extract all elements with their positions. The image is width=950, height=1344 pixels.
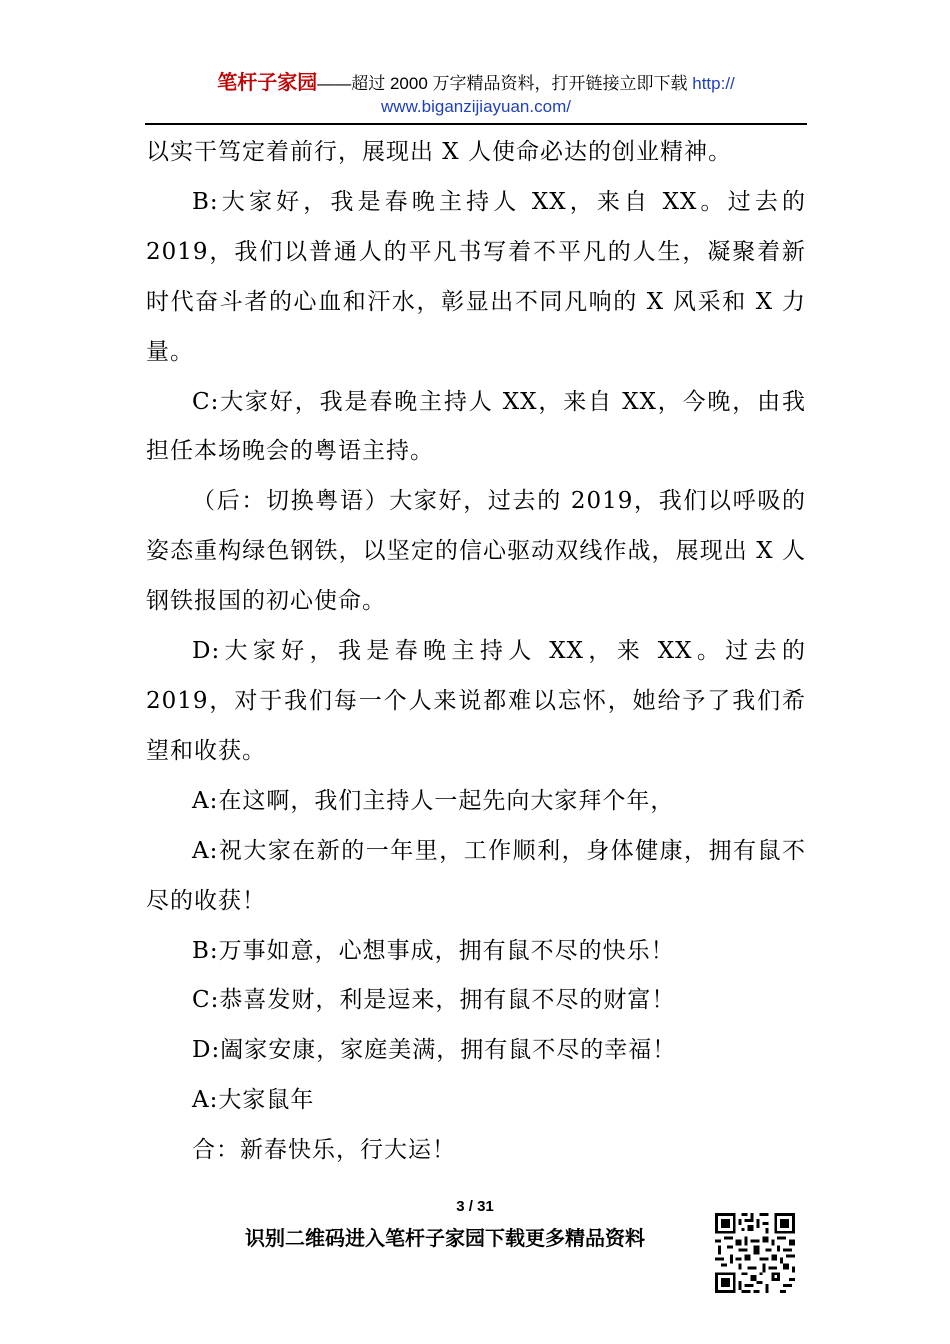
- header-brand: 笔杆子家园: [217, 72, 318, 94]
- header-link-part1[interactable]: http://: [692, 74, 735, 93]
- paragraph: C:大家好，我是春晚主持人 XX，来自 XX，今晚，由我担任本场晚会的粤语主持。: [146, 388, 806, 465]
- paragraph: A:祝大家在新的一年里，工作顺利，身体健康，拥有鼠不尽的收获！: [146, 837, 806, 914]
- paragraph: D:大家好，我是春晚主持人 XX，来 XX。过去的 2019，对于我们每一个人来说都难以忘怀，她给予了我们希望和收获。: [146, 638, 806, 764]
- paragraph: （后：切换粤语）大家好，过去的 2019，我们以呼吸的姿态重构绿色钢铁，以坚定的信心驱动双线作战，展现出 X 人钢铁报国的初心使命。: [146, 488, 806, 615]
- document-body: [146, 128, 806, 1176]
- paragraph: D:阖家安康，家庭美满，拥有鼠不尽的幸福！: [192, 1037, 677, 1064]
- header-tagline: ——超过 2000 万字精品资料，打开链接立即下载: [317, 74, 693, 93]
- footer-text: 识别二维码进入笔杆子家园下载更多精品资料: [245, 1228, 645, 1250]
- paragraph: 合：新春快乐，行大运！: [192, 1137, 456, 1164]
- page-header: [145, 72, 807, 118]
- paragraph: A:大家鼠年: [192, 1087, 315, 1114]
- paragraph: A:在这啊，我们主持人一起先向大家拜个年，: [192, 787, 675, 814]
- qr-code-icon[interactable]: [712, 1210, 798, 1296]
- header-divider: [145, 123, 807, 125]
- header-link-part2[interactable]: www.biganzijiayuan.com/: [381, 97, 571, 116]
- paragraph: 以实干笃定着前行，展现出 X 人使命必达的创业精神。: [146, 139, 732, 165]
- page-number: 3 / 31: [456, 1198, 494, 1215]
- paragraph: B:大家好，我是春晚主持人 XX，来自 XX。过去的 2019，我们以普通人的平凡书写着不平凡的人生，凝聚着新时代奋斗者的心血和汗水，彰显出不同凡响的 X 风采和 X 力量。: [146, 188, 806, 365]
- paragraph: C:恭喜发财，利是逗来，拥有鼠不尽的财富！: [192, 987, 676, 1014]
- paragraph: B:万事如意，心想事成，拥有鼠不尽的快乐！: [192, 937, 675, 964]
